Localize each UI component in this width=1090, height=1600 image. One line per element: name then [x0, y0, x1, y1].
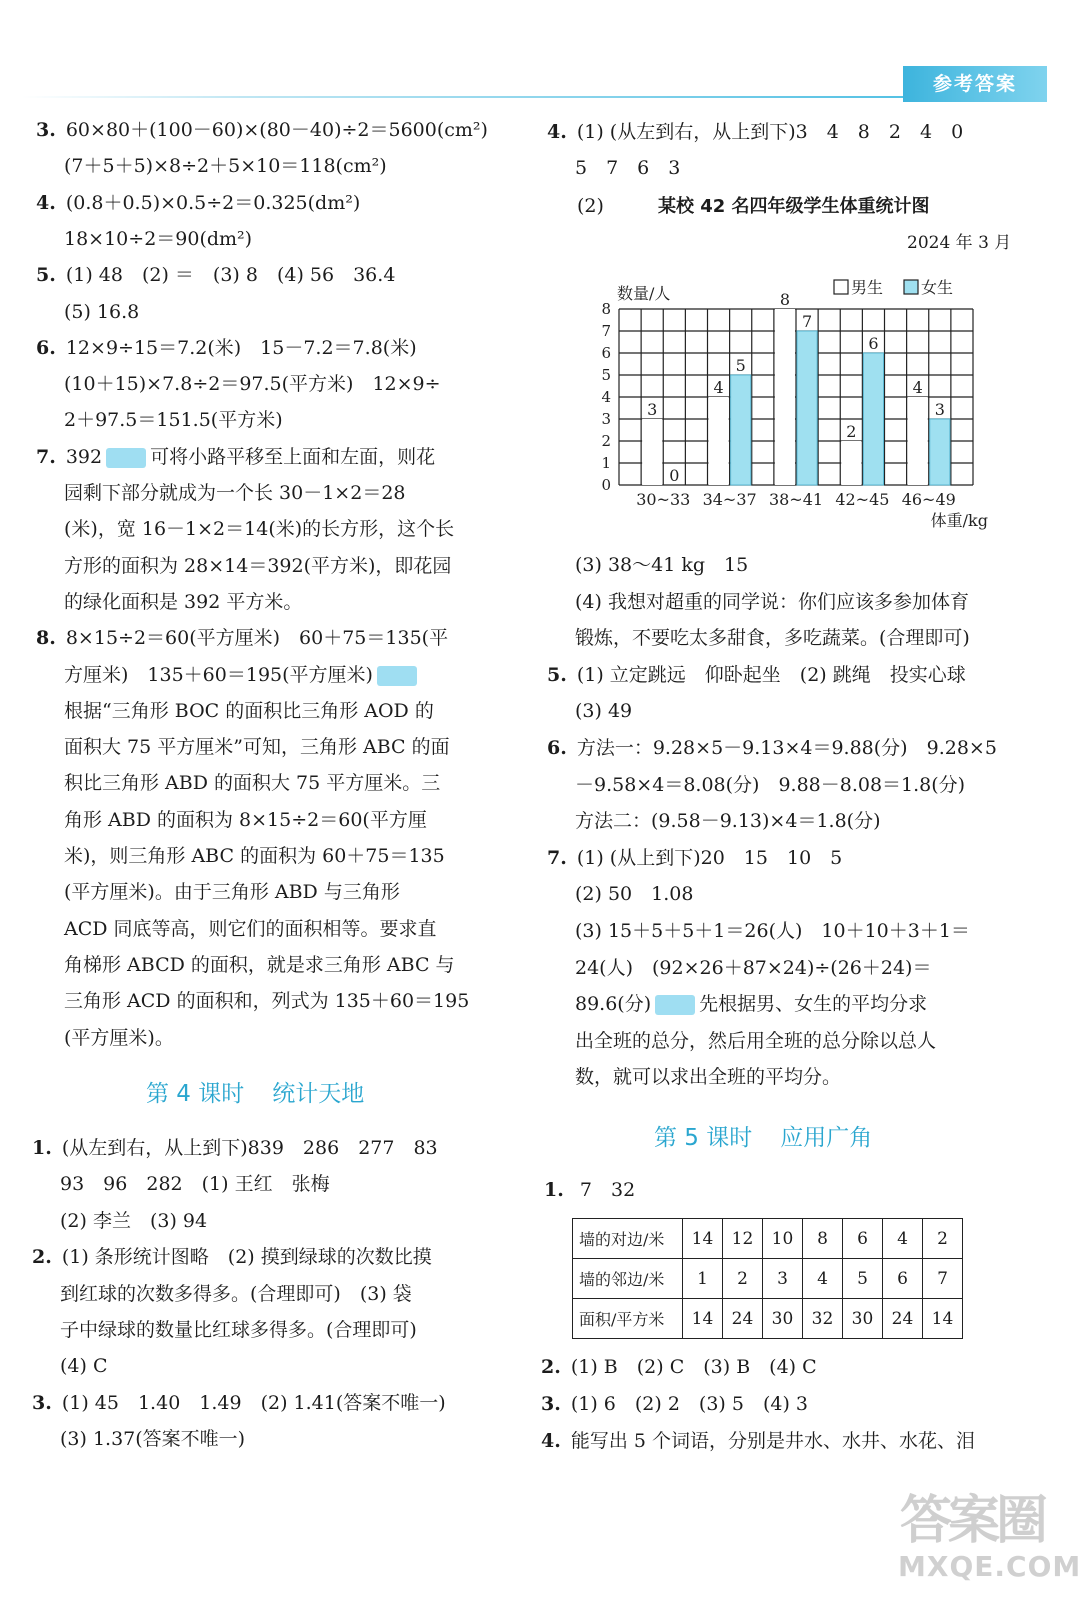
- question-number: 3.: [36, 119, 56, 141]
- bar-value-label: 7: [801, 312, 813, 331]
- table-cell: 8: [803, 1219, 843, 1259]
- answer-line: [64, 1020, 174, 1056]
- chart-heading: [577, 188, 930, 224]
- answer-text: (10＋15)×7.8÷2＝97.5(平方米) 12×9÷: [64, 373, 441, 396]
- answer-text: (4) C: [60, 1355, 108, 1378]
- answer-text: 三角形 ACD 的面积和，列式为 135＋60＝195: [64, 990, 470, 1013]
- answer-text: (1) 立定跳远 仰卧起坐 (2) 跳绳 投实心球: [576, 663, 966, 686]
- answer-text: (2) 李兰 (3) 94: [60, 1209, 208, 1232]
- table-row: [573, 1219, 963, 1259]
- answer-text: 392: [65, 445, 103, 468]
- chart-date: 2024 年 3 月: [907, 233, 1012, 253]
- answer-text: (3) 49: [575, 700, 633, 723]
- question-number: 4.: [36, 191, 56, 214]
- question-number: 8.: [36, 627, 56, 650]
- answer-line: [64, 729, 450, 765]
- bar-value-label: 3: [647, 400, 658, 419]
- answer-text: 93 96 282 (1) 王红 张梅: [60, 1173, 330, 1196]
- y-tick-label: 5: [601, 366, 611, 384]
- bar-male: [841, 441, 861, 485]
- answer-text: 89.6(分): [575, 993, 652, 1016]
- table-cell: 3: [763, 1259, 803, 1299]
- bar-value-label: 5: [735, 356, 746, 375]
- answer-text: 12×9÷15＝7.2(米) 15－7.2＝7.8(米): [65, 336, 417, 359]
- answer-line: [32, 1130, 438, 1166]
- answer-line: [64, 511, 454, 547]
- table-cell: 30: [763, 1299, 803, 1339]
- answer-text: (1) 6 (2) 2 (3) 5 (4) 3: [570, 1393, 809, 1415]
- answer-line: [64, 983, 469, 1019]
- answer-text: 7 32: [579, 1179, 636, 1201]
- table-cell: 6: [883, 1259, 923, 1299]
- bar-male: [642, 419, 662, 485]
- answer-text: 方形的面积为 28×14＝392(平方米)，即花园: [64, 554, 452, 577]
- legend-swatch-male: [834, 280, 848, 294]
- watermark-logo: 答案圈: [900, 1491, 1045, 1551]
- answer-line: [575, 150, 680, 186]
- answer-text: 18×10÷2＝90(dm²): [64, 227, 253, 250]
- y-tick-label: 1: [601, 454, 611, 472]
- table-cell: 4: [883, 1219, 923, 1259]
- y-axis-label: 数量/人: [617, 284, 671, 303]
- answer-text: (米)，宽 16－1×2＝14(米)的长方形，这个长: [64, 518, 455, 541]
- question-number: 7.: [547, 846, 567, 869]
- answer-text: (平方厘米)。由于三角形 ABD 与三角形: [64, 881, 400, 904]
- table-cell: 24: [883, 1299, 923, 1339]
- answer-line: [541, 1423, 975, 1459]
- lesson-5-label: 第 5 课时: [654, 1125, 753, 1151]
- analysis-text: 先根据男、女生的平均分求: [699, 993, 928, 1016]
- answer-text: (3) 38～41 kg 15: [575, 554, 749, 576]
- answer-line: [36, 257, 395, 293]
- answer-line: [60, 1421, 245, 1457]
- answer-text: 方法一：9.28×5－9.13×4＝9.88(分) 9.28×5: [576, 737, 997, 759]
- answer-text: 子中绿球的数量比红球多得多。(合理即可): [60, 1319, 417, 1341]
- table-row: [573, 1259, 963, 1299]
- answer-line: [544, 1172, 635, 1208]
- answer-line: [60, 1203, 207, 1239]
- answer-line: [36, 620, 448, 656]
- answer-text: 24(人) (92×26＋87×24)÷(26＋24)＝: [575, 956, 932, 979]
- answer-text: ACD 同底等高，则它们的面积相等。要求直: [64, 917, 437, 940]
- table-cell: 2: [723, 1259, 763, 1299]
- answer-text: (0.8＋0.5)×0.5÷2＝0.325(dm²): [65, 191, 361, 214]
- y-tick-label: 0: [601, 476, 611, 494]
- bar-male: [908, 397, 928, 485]
- bar-value-label: 6: [868, 334, 879, 353]
- answer-line: [36, 185, 360, 221]
- lesson-4-name: 统计天地: [272, 1081, 365, 1107]
- answer-text: 8×15÷2＝60(平方厘米) 60＋75＝135(平: [65, 627, 449, 650]
- bar-female: [731, 375, 751, 485]
- answer-text: 面积大 75 平方厘米”可知，三角形 ABC 的面: [64, 736, 450, 759]
- question-number: 3.: [541, 1393, 561, 1415]
- answer-text: 积比三角形 ABD 的面积大 75 平方厘米。三: [64, 772, 441, 795]
- bar-female: [863, 353, 883, 485]
- table-cell: 5: [843, 1259, 883, 1299]
- answer-line: [575, 913, 970, 949]
- table-cell: 30: [843, 1299, 883, 1339]
- answer-text: 能写出 5 个词语，分别是井水、水井、水花、泪: [570, 1430, 976, 1452]
- answer-line: [60, 1276, 412, 1312]
- watermark-url: MXQE.COM: [898, 1550, 1082, 1583]
- chart-part-label: (2): [577, 195, 604, 217]
- legend-swatch-female: [904, 280, 918, 294]
- answer-text: 园剩下部分就成为一个长 30－1×2＝28: [64, 482, 406, 504]
- lesson-5-name: 应用广角: [780, 1125, 873, 1151]
- answer-line: [575, 876, 693, 912]
- answer-text: 出全班的总分，然后用全班的总分除以总人: [575, 1029, 937, 1052]
- table-cell: 32: [803, 1299, 843, 1339]
- answer-text: 方法二：(9.58－9.13)×4＝1.8(分): [575, 810, 881, 833]
- question-number: 6.: [547, 737, 567, 759]
- answer-line: [64, 148, 387, 184]
- answer-line: [575, 1023, 936, 1059]
- answer-line: [64, 584, 302, 620]
- y-tick-label: 8: [601, 300, 611, 318]
- table-cell: 12: [723, 1219, 763, 1259]
- answer-text: 数，就可以求出全班的平均分。: [575, 1066, 842, 1089]
- legend-label-female: 女生: [921, 278, 954, 297]
- table-cell: 14: [683, 1299, 723, 1339]
- answer-text: 5 7 6 3: [575, 157, 681, 179]
- answer-text: (2) 50 1.08: [575, 883, 694, 906]
- question-number: 7.: [36, 445, 56, 468]
- answer-line: [541, 1349, 817, 1385]
- answer-line: [36, 112, 488, 148]
- x-tick-label: 38~41: [768, 490, 824, 509]
- answer-text: (从左到右，从上到下)839 286 277 83: [61, 1137, 438, 1159]
- answer-line: [547, 657, 966, 693]
- answer-text: 根据“三角形 BOC 的面积比三角形 AOD 的: [64, 699, 434, 722]
- answer-line: [64, 221, 252, 257]
- answer-line: [64, 911, 437, 947]
- y-tick-label: 7: [601, 322, 611, 340]
- answer-text: (5) 16.8: [64, 300, 140, 323]
- answer-key-tab: 参考答案: [903, 66, 1047, 102]
- x-tick-label: 42~45: [835, 490, 890, 509]
- legend-label-male: 男生: [851, 278, 884, 297]
- answer-line: [575, 803, 881, 839]
- answer-line: [32, 1385, 446, 1421]
- bar-female: [797, 331, 817, 485]
- answer-text: 2＋97.5＝151.5(平方米): [64, 409, 283, 432]
- header-rule: [22, 96, 912, 98]
- answer-line: [64, 475, 406, 511]
- answer-line: [64, 947, 455, 983]
- lesson-4-label: 第 4 课时: [146, 1081, 245, 1107]
- answer-line: [64, 657, 421, 693]
- answer-text: (3) 1.37(答案不唯一): [60, 1428, 246, 1451]
- y-tick-label: 2: [601, 432, 611, 450]
- lesson-4-title: [146, 1076, 392, 1112]
- answer-text: (1) (从上到下)20 15 10 5: [576, 846, 843, 869]
- answer-text: (1) B (2) C (3) B (4) C: [570, 1356, 817, 1378]
- analysis-badge-icon: [655, 995, 695, 1015]
- answer-text: 米)，则三角形 ABC 的面积为 60＋75＝135: [64, 845, 445, 867]
- answer-line: [541, 1386, 808, 1422]
- bar-female: [930, 419, 950, 485]
- lesson-5-title: [654, 1120, 900, 1156]
- table-cell: 14: [923, 1299, 963, 1339]
- answer-line: [60, 1348, 108, 1384]
- analysis-text: 可将小路平移至上面和左面，则花: [150, 445, 436, 468]
- question-number: 1.: [32, 1137, 52, 1159]
- question-number: 2.: [541, 1356, 561, 1378]
- answer-line: [64, 765, 440, 801]
- answer-line: [36, 439, 435, 475]
- answer-line: [64, 366, 441, 402]
- answer-text: 的绿化面积是 392 平方米。: [64, 590, 303, 613]
- table-cell: 14: [683, 1219, 723, 1259]
- answer-text: (4) 我想对超重的同学说：你们应该多参加体育: [575, 590, 969, 613]
- answer-line: [575, 950, 931, 986]
- x-tick-label: 30~33: [636, 490, 691, 509]
- question-number: 3.: [32, 1391, 52, 1414]
- answer-line: [575, 693, 632, 729]
- answer-text: 方厘米) 135＋60＝195(平方厘米): [64, 663, 373, 686]
- table-cell: 24: [723, 1299, 763, 1339]
- table-cell: 2: [923, 1219, 963, 1259]
- analysis-badge-icon: [106, 448, 146, 468]
- table-cell: 6: [843, 1219, 883, 1259]
- answer-line: [575, 620, 970, 656]
- answer-text: (1) 48 (2) ＝ (3) 8 (4) 56 36.4: [65, 264, 396, 287]
- bar-value-label: 2: [846, 422, 857, 441]
- row-header: 墙的邻边/米: [573, 1259, 683, 1299]
- watermark: [890, 1468, 1080, 1598]
- answer-line: [60, 1312, 417, 1348]
- answer-line: [547, 114, 963, 150]
- answer-line: [575, 767, 965, 803]
- question-number: 1.: [544, 1179, 564, 1201]
- table-cell: 4: [803, 1259, 843, 1299]
- answer-text: (平方厘米)。: [64, 1026, 174, 1049]
- question-number: 5.: [547, 663, 567, 686]
- answer-line: [64, 548, 451, 584]
- answer-line: [36, 330, 417, 366]
- answer-line: [60, 1166, 330, 1202]
- bar-male: [775, 309, 795, 485]
- question-number: 4.: [541, 1430, 561, 1452]
- row-header: 面积/平方米: [573, 1299, 683, 1339]
- question-number: 2.: [32, 1246, 52, 1269]
- table-cell: 10: [763, 1219, 803, 1259]
- bar-value-label: 4: [912, 378, 923, 397]
- bar-male: [709, 397, 729, 485]
- table-cell: 1: [683, 1259, 723, 1299]
- answer-text: 角形 ABD 的面积为 8×15÷2＝60(平方厘: [64, 808, 427, 831]
- answer-text: 锻炼，不要吃太多甜食，多吃蔬菜。(合理即可): [575, 627, 970, 650]
- answer-line: [64, 294, 139, 330]
- answer-line: [64, 693, 434, 729]
- answer-line: [547, 730, 997, 766]
- answer-text: (1) 45 1.40 1.49 (2) 1.41(答案不唯一): [61, 1391, 446, 1414]
- bar-value-label: 0: [669, 466, 680, 485]
- answer-line: [64, 402, 283, 438]
- answer-line: [64, 802, 427, 838]
- question-number: 4.: [547, 121, 567, 143]
- table-row: [573, 1299, 963, 1339]
- answer-line: [575, 584, 969, 620]
- chart-title: 某校 42 名四年级学生体重统计图: [657, 196, 930, 217]
- y-tick-label: 6: [601, 344, 611, 362]
- answer-text: (1) (从左到右，从上到下)3 4 8 2 4 0: [576, 121, 964, 143]
- answer-text: －9.58×4＝8.08(分) 9.88－8.08＝1.8(分): [575, 773, 966, 796]
- answer-line: [32, 1239, 432, 1275]
- bar-value-label: 8: [779, 290, 791, 309]
- y-tick-label: 4: [601, 388, 611, 406]
- analysis-badge-icon: [377, 666, 417, 686]
- x-tick-label: 34~37: [702, 490, 757, 509]
- bar-value-label: 3: [934, 400, 945, 419]
- answer-line: [547, 840, 842, 876]
- question-number: 6.: [36, 336, 56, 359]
- answer-line: [64, 874, 400, 910]
- answer-text: (1) 条形统计图略 (2) 摸到绿球的次数比摸: [61, 1246, 432, 1269]
- answer-text: 角梯形 ABCD 的面积，就是求三角形 ABC 与: [64, 953, 455, 976]
- answer-text: 60×80＋(100－60)×(80－40)÷2＝5600(cm²): [65, 119, 488, 141]
- answer-line: [64, 838, 445, 874]
- answer-line: [575, 1059, 841, 1095]
- row-header: 墙的对边/米: [573, 1219, 683, 1259]
- y-tick-label: 3: [601, 410, 611, 428]
- x-tick-label: 46~49: [901, 490, 956, 509]
- table-cell: 7: [923, 1259, 963, 1299]
- question-number: 5.: [36, 264, 56, 287]
- answer-text: (3) 15＋5＋5＋1＝26(人) 10＋10＋3＋1＝: [575, 920, 970, 942]
- answer-line: [575, 986, 927, 1022]
- weight-bar-chart: [592, 272, 1012, 542]
- answer-text: (7＋5＋5)×8÷2＋5×10＝118(cm²): [64, 155, 387, 178]
- bar-value-label: 4: [713, 378, 724, 397]
- answer-text: 到红球的次数多得多。(合理即可) (3) 袋: [60, 1282, 412, 1305]
- answer-line: [575, 547, 748, 583]
- rectangle-area-table: [572, 1218, 963, 1339]
- x-axis-label: 体重/kg: [930, 511, 988, 530]
